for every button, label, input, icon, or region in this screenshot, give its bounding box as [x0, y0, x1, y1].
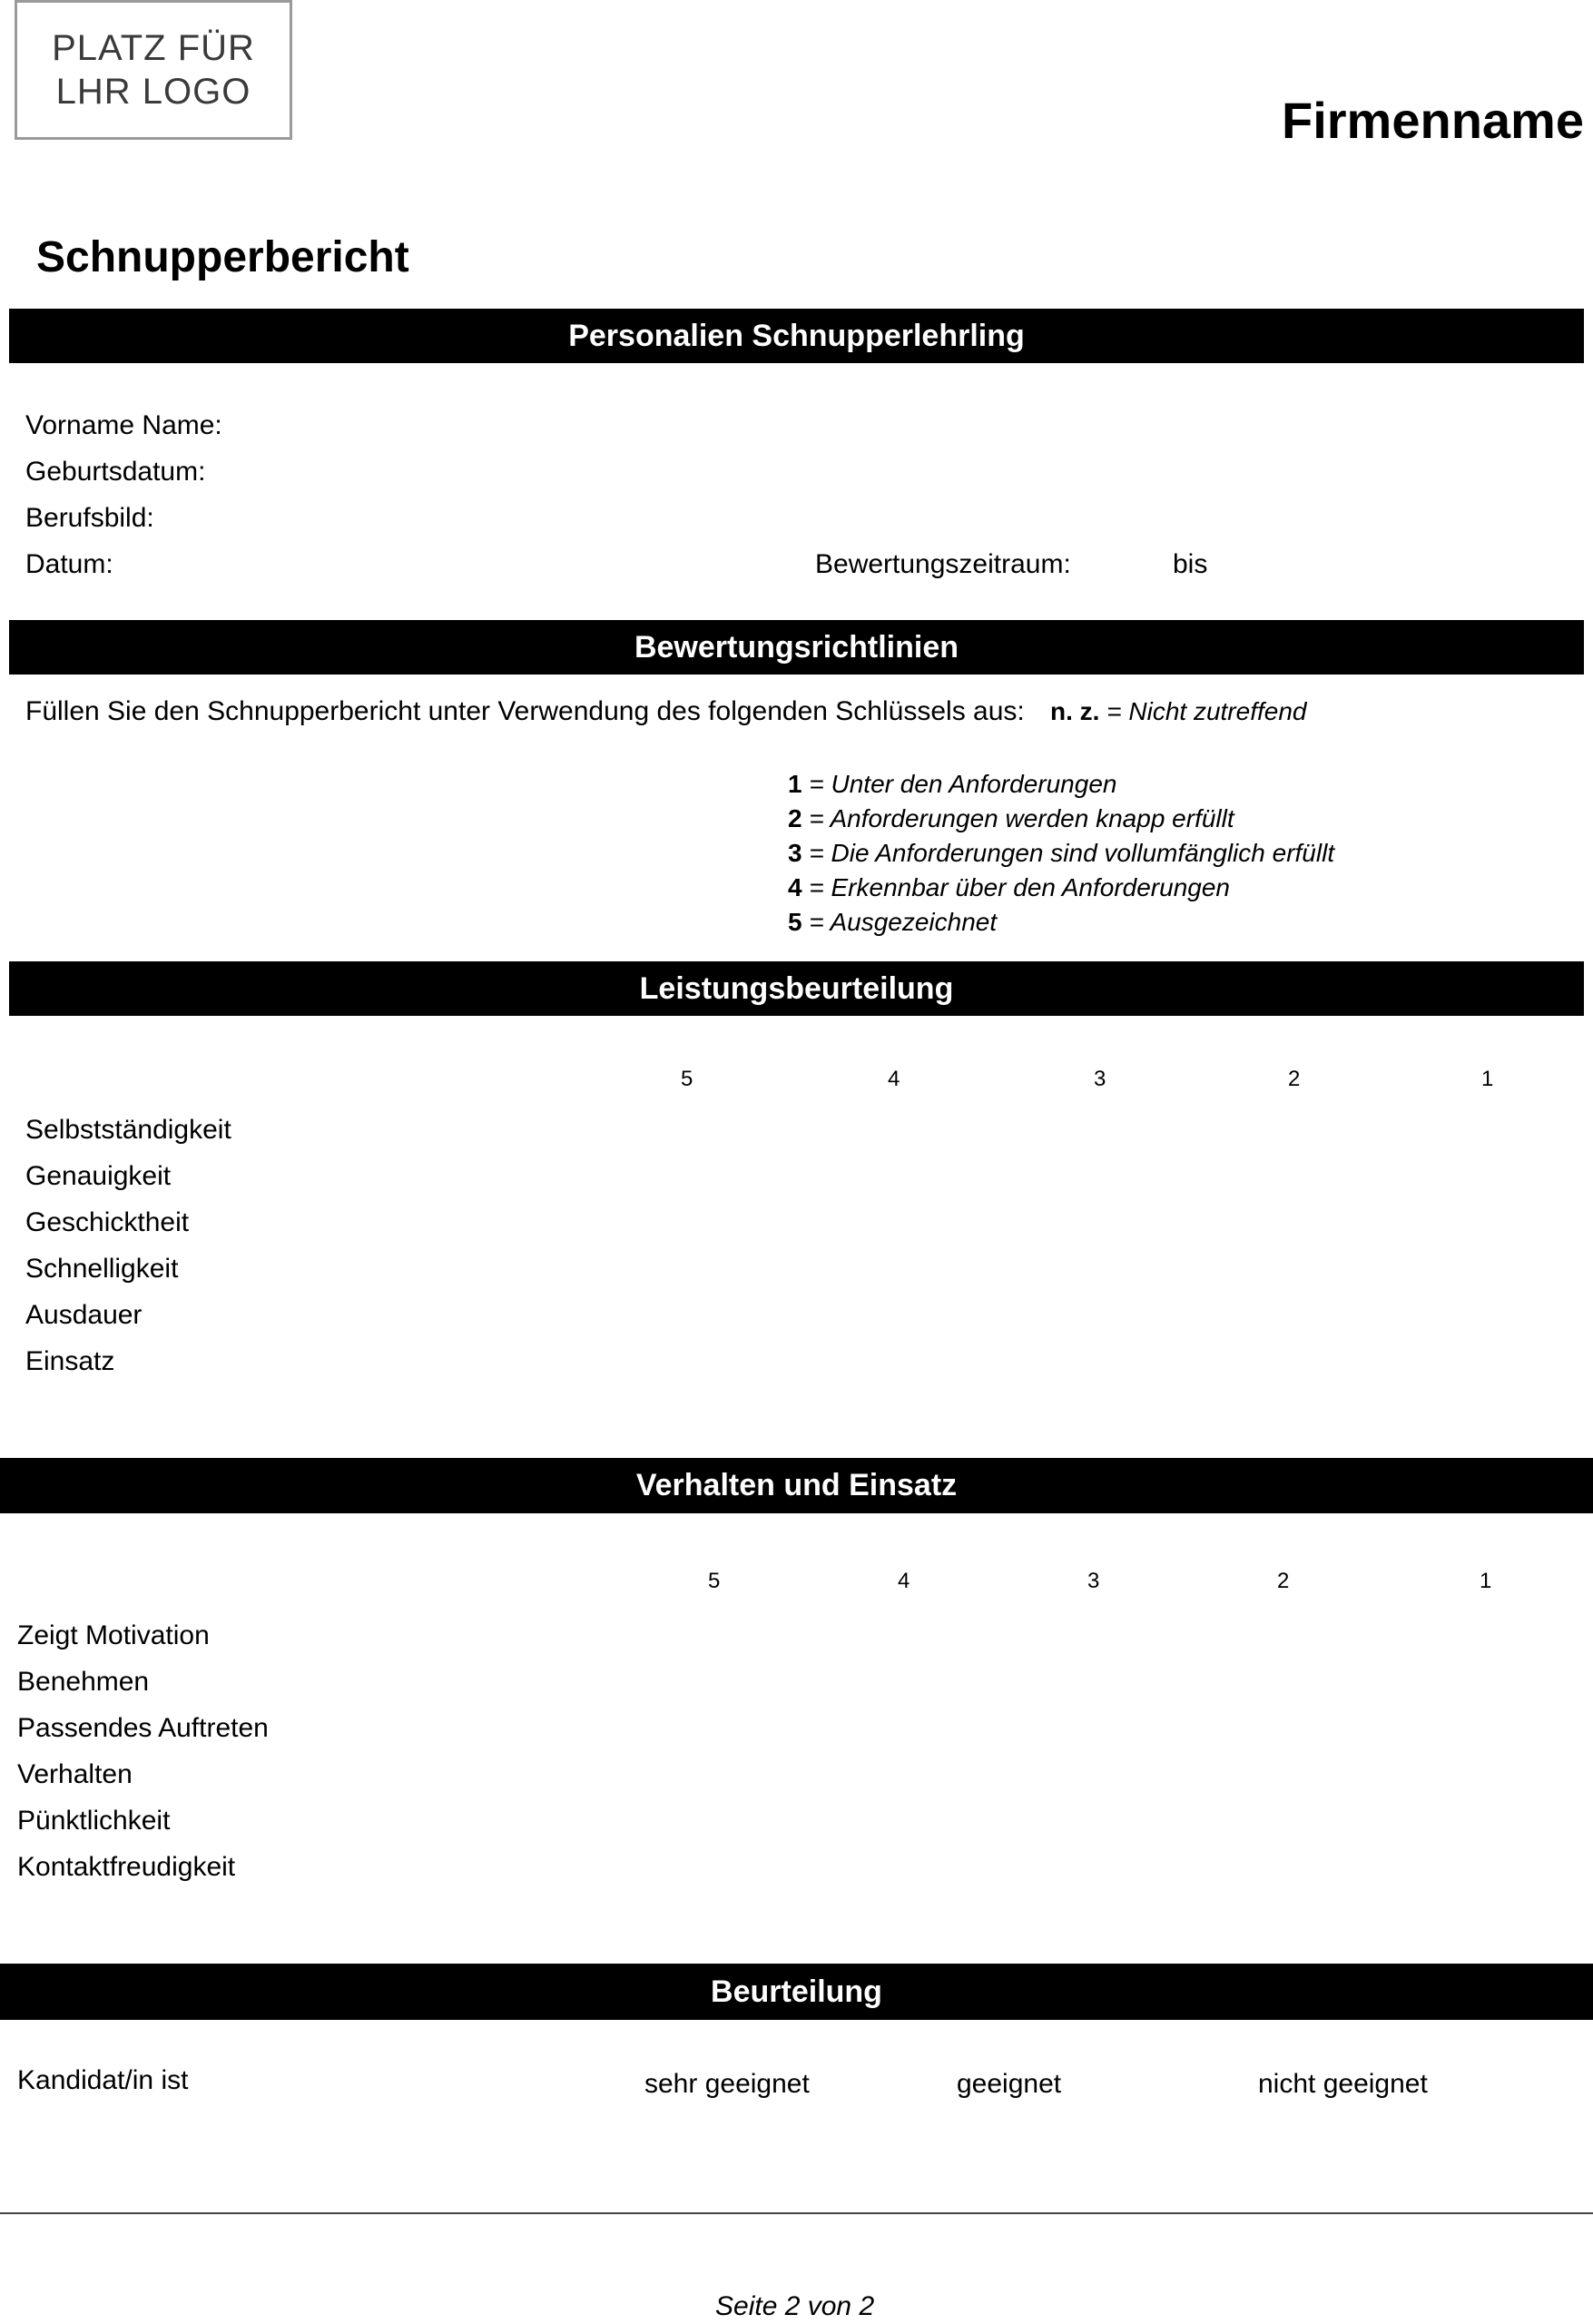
- section-header-personalien: Personalien Schnupperlehrling: [9, 309, 1584, 363]
- scale-header-3: 3: [1094, 1067, 1106, 1091]
- option-very-suitable: sehr geeignet: [644, 2069, 810, 2099]
- birthdate-label: Geburtsdatum:: [25, 457, 206, 487]
- criterion-label: Schnelligkeit: [25, 1254, 179, 1284]
- criterion-label: Verhalten: [17, 1759, 133, 1789]
- scale-header-2: 2: [1277, 1569, 1290, 1593]
- key-code: 2: [788, 804, 802, 832]
- scale-header-1: 1: [1480, 1569, 1492, 1593]
- key-item-nz: n. z. = Nicht zutreffend: [1050, 697, 1307, 725]
- key-code: 5: [788, 908, 802, 936]
- option-not-suitable: nicht geeignet: [1258, 2069, 1428, 2099]
- criterion-label: Einsatz: [25, 1346, 115, 1376]
- criterion-label: Benehmen: [17, 1667, 150, 1697]
- profession-label: Berufsbild:: [25, 503, 154, 533]
- criterion-label: Genauigkeit: [25, 1161, 172, 1191]
- scale-header-3: 3: [1087, 1569, 1100, 1593]
- criterion-label: Passendes Auftreten: [17, 1713, 269, 1743]
- scale-header-5: 5: [681, 1067, 693, 1091]
- criterion-label: Selbstständigkeit: [25, 1115, 231, 1145]
- company-name: Firmenname: [1282, 92, 1584, 149]
- section-header-richtlinien: Bewertungsrichtlinien: [9, 620, 1584, 675]
- period-to-label: bis: [1173, 549, 1208, 579]
- key-code: 1: [788, 770, 802, 798]
- instruction-text: Füllen Sie den Schnupperbericht unter Verwendung des folgenden Schlüssels aus:: [25, 696, 1025, 726]
- key-item-4: 4 = Erkennbar über den Anforderungen: [788, 873, 1230, 901]
- logo-placeholder: [15, 0, 292, 140]
- candidate-label: Kandidat/in ist: [17, 2065, 189, 2095]
- period-label: Bewertungszeitraum:: [815, 549, 1071, 579]
- logo-text-line2: LHR LOGO: [55, 72, 251, 112]
- option-suitable: geeignet: [957, 2069, 1062, 2099]
- key-code: n. z.: [1050, 697, 1100, 725]
- logo-text-line1: PLATZ FÜR: [52, 28, 255, 68]
- date-label: Datum:: [25, 549, 113, 579]
- key-text: Unter den Anforderungen: [831, 770, 1117, 798]
- criterion-label: Kontaktfreudigkeit: [17, 1852, 236, 1882]
- key-text: Anforderungen werden knapp erfüllt: [830, 804, 1234, 832]
- key-text: Nicht zutreffend: [1128, 697, 1307, 725]
- page-number: Seite 2 von 2: [715, 2291, 875, 2321]
- scale-header-2: 2: [1288, 1067, 1301, 1091]
- scale-header-1: 1: [1481, 1067, 1494, 1091]
- section-header-verhalten: Verhalten und Einsatz: [0, 1458, 1593, 1513]
- scale-header-4: 4: [888, 1067, 900, 1091]
- key-item-1: 1 = Unter den Anforderungen: [788, 770, 1117, 798]
- key-code: 3: [788, 839, 802, 867]
- criterion-label: Pünktlichkeit: [17, 1806, 171, 1836]
- criterion-label: Geschicktheit: [25, 1207, 190, 1237]
- key-text: Erkennbar über den Anforderungen: [831, 873, 1230, 901]
- footer-divider: [0, 2212, 1593, 2214]
- key-item-5: 5 = Ausgezeichnet: [788, 908, 998, 936]
- criterion-label: Zeigt Motivation: [17, 1620, 210, 1650]
- scale-header-4: 4: [898, 1569, 910, 1593]
- key-item-2: 2 = Anforderungen werden knapp erfüllt: [788, 804, 1234, 832]
- criterion-label: Ausdauer: [25, 1300, 143, 1330]
- document-title: Schnupperbericht: [36, 233, 409, 281]
- key-text: Ausgezeichnet: [830, 908, 998, 936]
- scale-header-5: 5: [708, 1569, 721, 1593]
- key-text: Die Anforderungen sind vollumfänglich erfüllt: [831, 839, 1335, 867]
- section-header-beurteilung: Beurteilung: [0, 1964, 1593, 2020]
- section-header-leistung: Leistungsbeurteilung: [9, 961, 1584, 1016]
- key-code: 4: [788, 873, 802, 901]
- key-item-3: 3 = Die Anforderungen sind vollumfänglich erfüllt: [788, 839, 1335, 867]
- name-label: Vorname Name:: [25, 410, 222, 440]
